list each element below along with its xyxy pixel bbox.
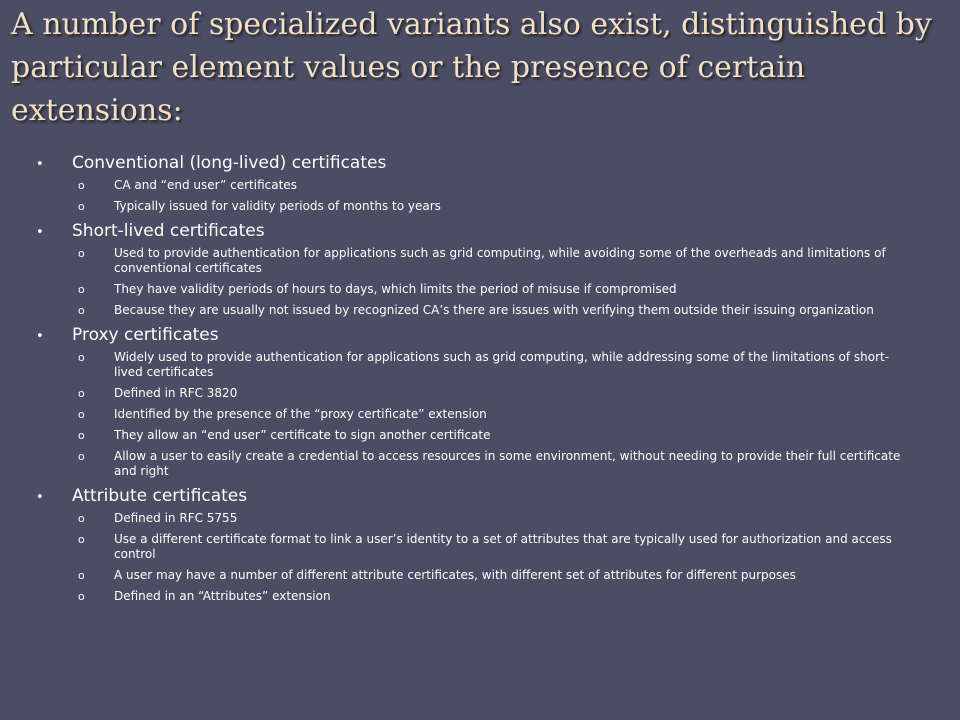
sub-bullet-text: Defined in RFC 3820 [114,386,238,400]
sub-bullet-item [78,282,916,297]
bullet-section [36,220,916,318]
sub-bullet-text: CA and “end user” certificates [114,178,297,192]
sub-bullet-circle-icon: o [78,429,85,442]
sub-bullet-item [78,589,916,604]
sub-bullet-circle-icon: o [78,200,85,213]
sub-bullet-text: Identified by the presence of the “proxy certificate” extension [114,407,487,421]
sub-bullet-list [36,511,916,604]
sub-bullet-text: A user may have a number of different attribute certificates, with different set of attributes for different purposes [114,568,796,582]
sub-bullet-circle-icon: o [78,387,85,400]
sub-bullet-item [78,407,916,422]
bullet-section [36,324,916,479]
sub-bullet-text: They allow an “end user” certificate to sign another certificate [114,428,491,442]
sub-bullet-circle-icon: o [78,283,85,296]
sub-bullet-text: Typically issued for validity periods of months to years [114,199,441,213]
sub-bullet-circle-icon: o [78,590,85,603]
bullet-content [36,152,916,610]
sub-bullet-item [78,386,916,401]
sub-bullet-item [78,449,916,479]
sub-bullet-text: Allow a user to easily create a credential to access resources in some environment, without needing to provide their full certificate and right [114,449,901,478]
sub-bullet-item [78,303,916,318]
sub-bullet-circle-icon: o [78,179,85,192]
bullet-dot-icon: • [36,157,44,172]
sub-bullet-circle-icon: o [78,408,85,421]
slide-title: A number of specialized variants also exist, distinguished by particular element values or the presence of certain extensions: [11,7,932,128]
sub-bullet-circle-icon: o [78,351,85,364]
sub-bullet-list [36,246,916,318]
sub-bullet-item [78,178,916,193]
bullet-heading: Short-lived certificates [72,221,265,241]
bullet-section [36,152,916,214]
bullet-item [36,152,916,176]
bullet-heading: Conventional (long-lived) certificates [72,153,387,173]
sub-bullet-item [78,511,916,526]
sub-bullet-circle-icon: o [78,304,85,317]
sub-bullet-circle-icon: o [78,247,85,260]
bullet-dot-icon: • [36,225,44,240]
sub-bullet-circle-icon: o [78,533,85,546]
bullet-dot-icon: • [36,490,44,505]
sub-bullet-circle-icon: o [78,512,85,525]
bullet-item [36,485,916,509]
sub-bullet-text: Used to provide authentication for applications such as grid computing, while avoiding some of the overheads and limitations of conventional certificates [114,246,886,275]
bullet-section [36,485,916,604]
sub-bullet-item [78,246,916,276]
sub-bullet-item [78,428,916,443]
sub-bullet-text: Widely used to provide authentication for applications such as grid computing, while addressing some of the limitations of short-lived certificates [114,350,890,379]
sub-bullet-text: Because they are usually not issued by recognized CA’s there are issues with verifying them outside their issuing organization [114,303,874,317]
sub-bullet-text: Use a different certificate format to link a user’s identity to a set of attributes that are typically used for authorization and access control [114,532,892,561]
bullet-dot-icon: • [36,329,44,344]
bullet-heading: Proxy certificates [72,325,219,345]
sub-bullet-list [36,350,916,479]
sub-bullet-item [78,532,916,562]
sub-bullet-list [36,178,916,214]
sub-bullet-text: Defined in RFC 5755 [114,511,238,525]
sub-bullet-circle-icon: o [78,450,85,463]
bullet-item [36,220,916,244]
bullet-item [36,324,916,348]
bullet-heading: Attribute certificates [72,486,248,506]
sub-bullet-circle-icon: o [78,569,85,582]
sub-bullet-item [78,568,916,583]
sub-bullet-text: They have validity periods of hours to days, which limits the period of misuse if compromised [114,282,677,296]
sub-bullet-item [78,199,916,214]
sub-bullet-item [78,350,916,380]
sub-bullet-text: Defined in an “Attributes” extension [114,589,331,603]
